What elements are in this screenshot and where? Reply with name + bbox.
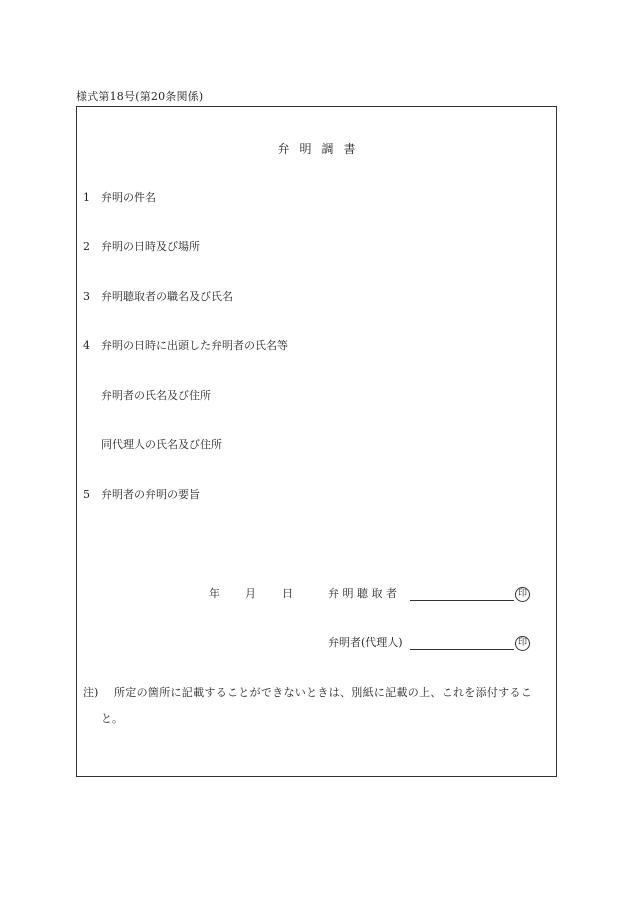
- item-number: 5: [83, 488, 90, 501]
- item-label: 弁明の日時に出頭した弁明者の氏名等: [101, 339, 288, 352]
- form-frame: [76, 106, 557, 777]
- item-label: 弁明の件名: [101, 191, 156, 204]
- year-label: 年: [209, 587, 220, 600]
- note-text-line1: 所定の箇所に記載することができないときは、別紙に記載の上、これを添付するこ: [114, 686, 533, 699]
- item-number: 1: [83, 191, 90, 204]
- listener-signature-line: [410, 600, 514, 601]
- date-signature-row: [77, 587, 556, 603]
- seal-icon: 印: [515, 587, 530, 602]
- note-label: 注): [83, 686, 99, 699]
- day-label: 日: [282, 587, 293, 600]
- appellant-signature-row: [77, 636, 556, 652]
- document-title: 弁明調書: [277, 142, 366, 156]
- item-number: 3: [83, 290, 90, 303]
- month-label: 月: [245, 587, 256, 600]
- sub-item-appellant: 弁明者の氏名及び住所: [101, 389, 211, 402]
- appellant-label: 弁明者(代理人): [328, 636, 403, 649]
- note-text-line2: と。: [101, 712, 123, 725]
- form-number: 様式第18号(第20条関係): [76, 90, 204, 103]
- item-label: 弁明者の弁明の要旨: [101, 488, 200, 501]
- item-number: 2: [83, 240, 90, 253]
- item-label: 弁明聴取者の職名及び氏名: [101, 290, 233, 303]
- sub-item-agent: 同代理人の氏名及び住所: [101, 438, 222, 451]
- item-number: 4: [83, 339, 90, 352]
- item-label: 弁明の日時及び場所: [101, 240, 200, 253]
- seal-icon: 印: [515, 636, 530, 651]
- listener-label: 弁 明 聴 取 者: [328, 587, 397, 600]
- appellant-signature-line: [410, 649, 514, 650]
- note: [77, 686, 556, 702]
